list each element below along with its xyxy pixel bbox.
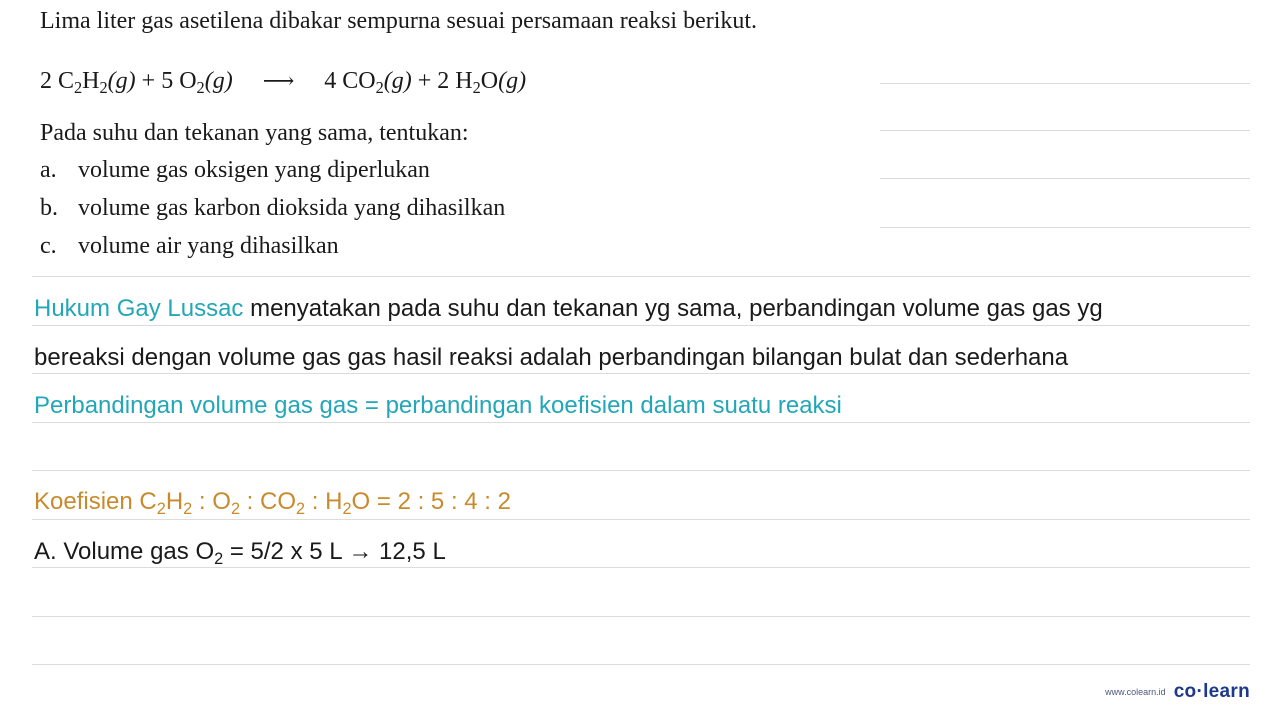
coef-subscript: 2 — [183, 500, 193, 519]
eq-element: O — [480, 68, 499, 94]
eq-coef: 4 — [324, 68, 337, 94]
rule-line — [880, 130, 1250, 131]
eq-coef: 5 — [161, 68, 174, 94]
reaction-equation — [40, 68, 527, 98]
coef-subscript: 2 — [230, 500, 241, 519]
coef-element: O — [351, 488, 371, 515]
eq-element: O — [179, 68, 197, 94]
eq-element: CO — [342, 68, 376, 94]
coef-ratio: = 2 : 5 : 4 : 2 — [370, 488, 511, 515]
coefficient-line — [34, 488, 511, 519]
coef-subscript: 2 — [342, 500, 352, 519]
option-a — [40, 157, 430, 184]
coef-subscript: 2 — [156, 500, 166, 519]
rule-line — [32, 422, 1250, 423]
answer-a-subscript: 2 — [214, 550, 224, 569]
brand-url[interactable]: www.colearn.id — [1105, 687, 1166, 697]
coef-separator: : — [240, 488, 261, 515]
answer-a-prefix: A. Volume gas — [34, 538, 196, 565]
eq-plus: + — [141, 68, 156, 94]
coef-element: O — [212, 488, 231, 515]
option-label: c. — [40, 233, 57, 259]
rule-line — [32, 616, 1250, 617]
coef-prefix: Koefisien — [34, 488, 140, 515]
rule-line — [880, 83, 1250, 84]
answer-a-result: 12,5 L — [372, 538, 446, 565]
coef-subscript: 2 — [296, 500, 306, 519]
option-label: a. — [40, 157, 57, 183]
rule-line — [32, 519, 1250, 520]
coef-separator: : — [305, 488, 326, 515]
rule-line — [32, 373, 1250, 374]
eq-state: (g) — [498, 68, 527, 94]
eq-state: (g) — [107, 68, 136, 94]
eq-state: (g) — [383, 68, 412, 94]
colearn-logo: co·learn — [1173, 681, 1250, 702]
answer-a-line — [34, 538, 446, 569]
rule-line — [880, 178, 1250, 179]
eq-subscript: 2 — [74, 78, 83, 98]
eq-subscript: 2 — [375, 78, 384, 98]
eq-coef: 2 — [437, 68, 450, 94]
rule-line — [32, 276, 1250, 277]
eq-subscript: 2 — [472, 78, 481, 98]
reaction-arrow-icon: ⟶ — [262, 68, 293, 93]
eq-subscript: 2 — [99, 78, 108, 98]
eq-plus: + — [417, 68, 432, 94]
right-arrow-icon: → — [348, 538, 373, 565]
option-text: volume gas oksigen yang diperlukan — [78, 157, 430, 183]
eq-element: C — [58, 68, 75, 94]
answer-text: menyatakan pada suhu dan tekanan yg sama, perbandingan volume gas gas yg — [243, 295, 1103, 322]
eq-state: (g) — [204, 68, 233, 94]
eq-coef: 2 — [40, 68, 52, 94]
eq-element: H — [455, 68, 473, 94]
rule-line — [880, 227, 1250, 228]
question-title: Lima liter gas asetilena dibakar sempurna sesuai persamaan reaksi berikut. — [40, 8, 758, 34]
option-label: b. — [40, 195, 58, 221]
option-text: volume air yang dihasilkan — [78, 233, 339, 259]
answer-line-2: bereaksi dengan volume gas gas hasil reaksi adalah perbandingan bilangan bulat dan sederhana — [34, 344, 1069, 371]
rule-line — [32, 470, 1250, 471]
coef-element: H — [165, 488, 184, 515]
brand-footer — [1105, 681, 1250, 703]
answer-a-element: O — [195, 538, 215, 565]
answer-line-3: Perbandingan volume gas gas = perbandingan koefisien dalam suatu reaksi — [34, 392, 842, 419]
option-b — [40, 195, 505, 222]
option-text: volume gas karbon dioksida yang dihasilkan — [78, 195, 506, 221]
eq-subscript: 2 — [196, 78, 205, 98]
coef-element: C — [139, 488, 157, 515]
rule-line — [32, 664, 1250, 665]
answer-a-expression: = 5/2 x 5 L — [223, 538, 349, 565]
eq-element: H — [82, 68, 100, 94]
option-c — [40, 233, 339, 260]
coef-element: H — [325, 488, 343, 515]
rule-line — [32, 325, 1250, 326]
law-highlight: Hukum Gay Lussac — [34, 295, 244, 322]
answer-line-1 — [34, 295, 1103, 323]
coef-element: CO — [260, 488, 297, 515]
question-subtitle: Pada suhu dan tekanan yang sama, tentukan: — [40, 120, 469, 146]
coef-separator: : — [192, 488, 213, 515]
